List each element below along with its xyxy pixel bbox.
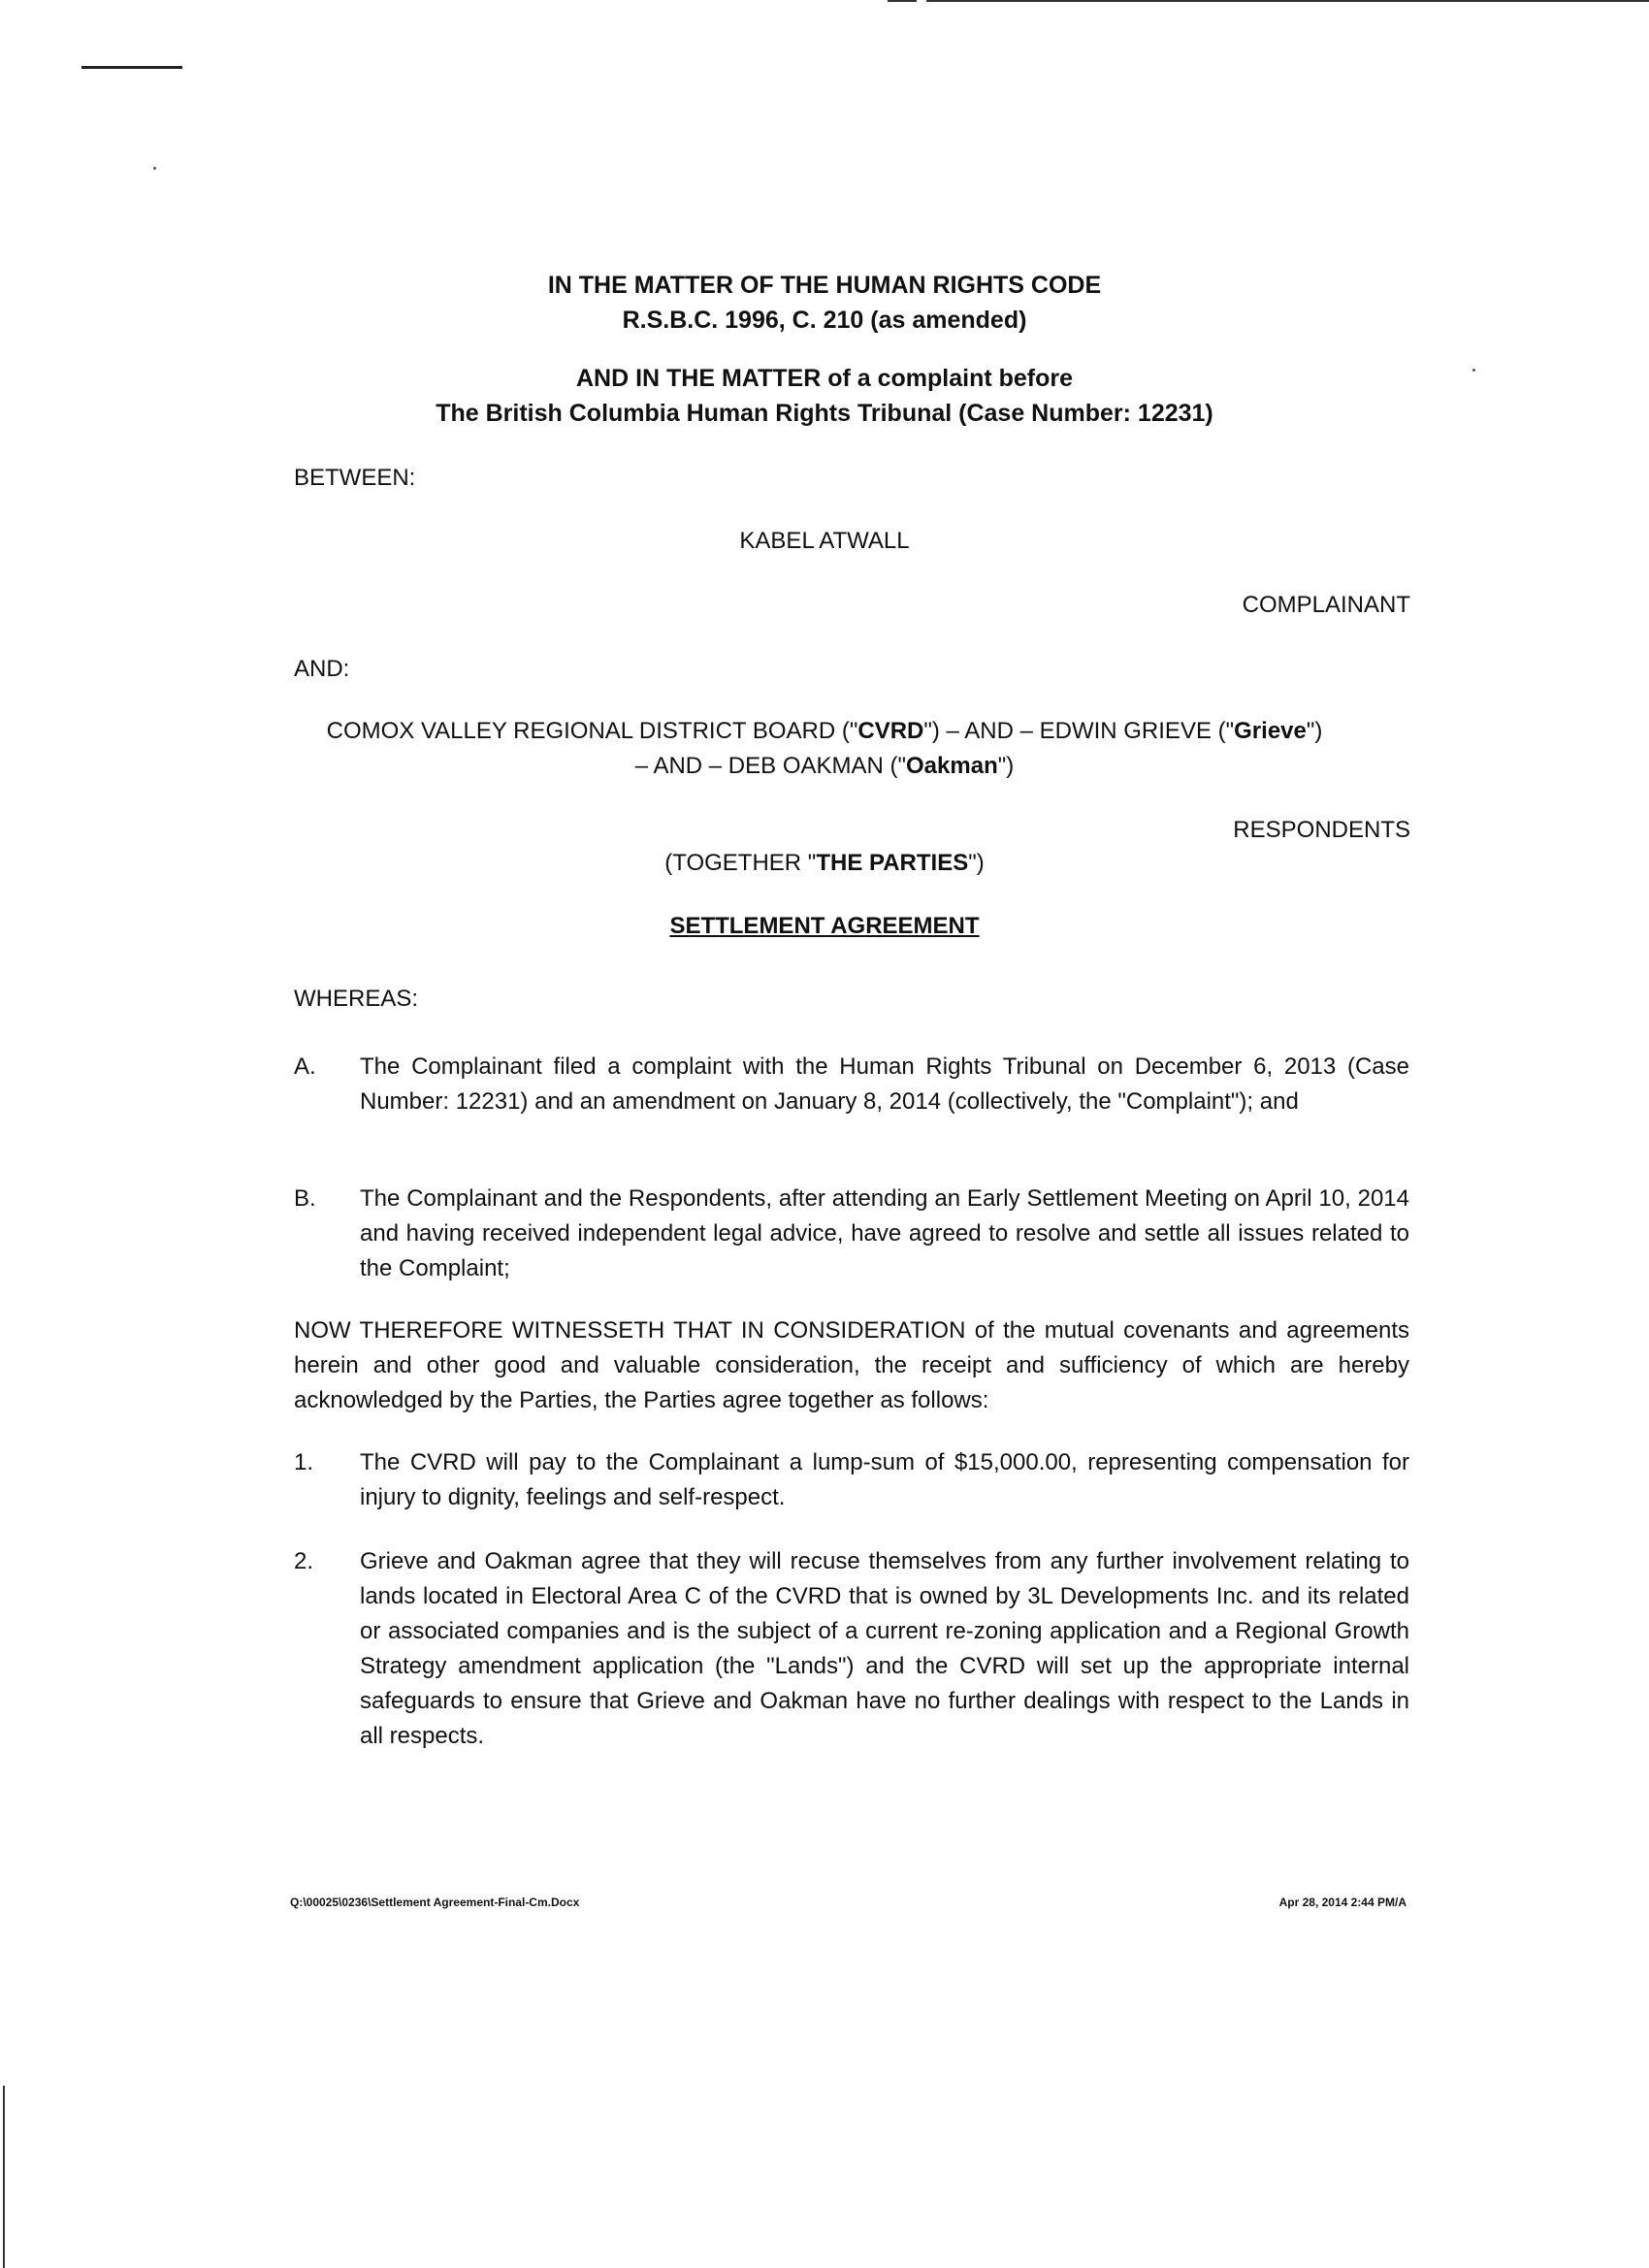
- complainant-name: KABEL ATWALL: [739, 528, 910, 554]
- respondents-line-1: COMOX VALLEY REGIONAL DISTRICT BOARD ("CVRD") – AND – EDWIN GRIEVE ("Grieve"): [326, 718, 1323, 744]
- respondents-role: RESPONDENTS: [1233, 817, 1410, 843]
- heading-line-1: IN THE MATTER OF THE HUMAN RIGHTS CODE: [547, 272, 1102, 299]
- complainant-role: COMPLAINANT: [1242, 592, 1410, 618]
- clause-2-text: Grieve and Oakman agree that they will recuse themselves from any further involvement relating to lands located in Electoral Area C of the CVRD that is owned by 3L Developments Inc. and its related or associated companies and is the subject of a current re-zoning application and a Regional Growth Strategy amendment application (the "Lands") and the CVRD will set up the appropriate internal safeguards to ensure that Grieve and Oakman have no further dealings with respect to the Lands in all respects.: [360, 1548, 1409, 1749]
- scan-speck: [153, 167, 156, 170]
- together-line: (TOGETHER "THE PARTIES"): [664, 850, 985, 876]
- scan-mark: [81, 66, 182, 69]
- recital-a-text: The Complainant filed a complaint with the Human Rights Tribunal on December 6, 2013 (Case Number: 12231) and an amendment on January 8, 2014 (collectively, the "Complaint"); and: [360, 1053, 1409, 1115]
- respondents-line-2: – AND – DEB OAKMAN ("Oakman"): [634, 753, 1015, 779]
- now-therefore-paragraph: NOW THEREFORE WITNESSETH THAT IN CONSIDERATION of the mutual covenants and agreements herein and other good and valuable consideration, the receipt and sufficiency of which are hereby acknowledged by the Parties, the Parties agree together as follows:: [294, 1317, 1409, 1413]
- scan-line: [888, 0, 917, 2]
- whereas-label: WHEREAS:: [294, 986, 419, 1012]
- clause-2-label: 2.: [294, 1548, 314, 1574]
- heading-line-2: R.S.B.C. 1996, C. 210 (as amended): [622, 307, 1027, 334]
- clause-1-text: The CVRD will pay to the Complainant a lump-sum of $15,000.00, representing compensation for injury to dignity, feelings and self-respect.: [360, 1449, 1409, 1510]
- recital-b-label: B.: [294, 1185, 316, 1212]
- scan-line: [926, 0, 1649, 2]
- heading-line-4: The British Columbia Human Rights Tribunal (Case Number: 12231): [436, 400, 1213, 427]
- document-title: SETTLEMENT AGREEMENT: [669, 913, 980, 939]
- recital-b-text: The Complainant and the Respondents, after attending an Early Settlement Meeting on April 10, 2014 and having received independent legal advice, have agreed to resolve and settle all issues related to the Complaint;: [360, 1185, 1409, 1281]
- clause-1-label: 1.: [294, 1449, 314, 1475]
- recital-a-label: A.: [294, 1053, 316, 1080]
- and-label: AND:: [294, 656, 350, 682]
- between-label: BETWEEN:: [294, 465, 416, 491]
- scan-edge: [3, 2086, 5, 2268]
- heading-line-3: AND IN THE MATTER of a complaint before: [575, 365, 1074, 392]
- footer-timestamp: Apr 28, 2014 2:44 PM/A: [1278, 1895, 1406, 1909]
- footer-file-path: Q:\00025\0236\Settlement Agreement-Final-Cm.Docx: [290, 1895, 580, 1909]
